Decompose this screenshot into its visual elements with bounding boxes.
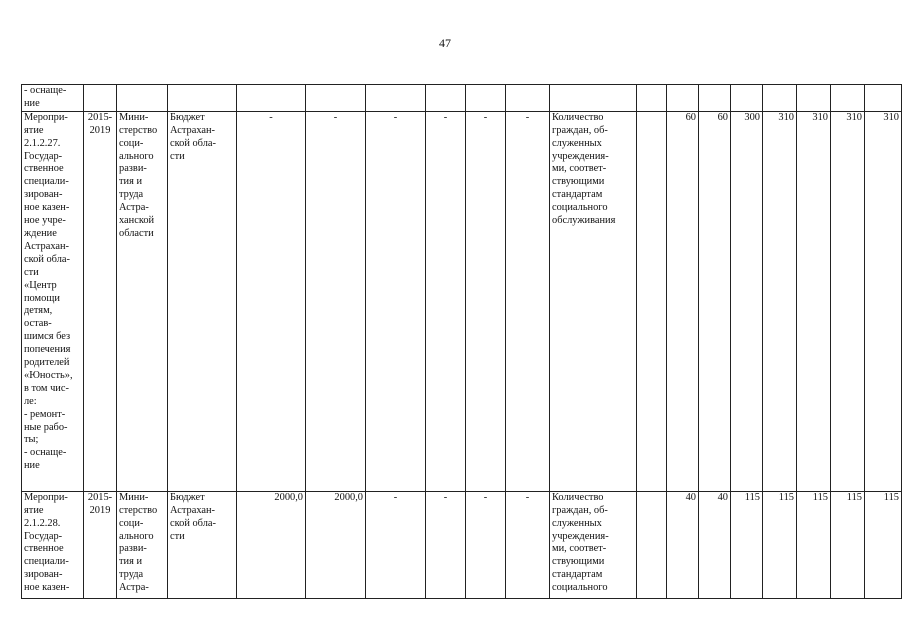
finance-2019-cell: - [506,111,550,491]
table-row [22,111,902,491]
target-cell [667,85,699,112]
finance-2016-cell: - [366,111,426,491]
indicator-cell [550,85,637,112]
target-cell: 115 [763,491,797,598]
finance-2019-cell: - [506,491,550,598]
funding-source-cell: Бюджет Астрахан- ской обла- сти [168,111,237,491]
target-cell [797,85,831,112]
activity-name-cell: Меропри- ятие 2.1.2.27. Государ- ственное специали- зирован- ное казен- ное учре- ждение Астрахан- ской обла- сти «Центр помощи детям, остав- шимся без попечения родителей «Юность», в том чис- ле: - ремонт- ные рабо- ты; - оснаще- ние [22,111,84,491]
target-cell: 115 [797,491,831,598]
target-cell: 115 [865,491,902,598]
finance-2015-cell: 2000,0 [306,491,366,598]
target-cell: 60 [699,111,731,491]
table-row [22,491,902,598]
target-cell: 40 [699,491,731,598]
target-cell: 310 [831,111,865,491]
target-cell [699,85,731,112]
executor-cell: Мини- стерство соци- ального разви- тия и труда Астра- [117,491,168,598]
finance-total-cell: 2000,0 [237,491,306,598]
target-cell: 310 [763,111,797,491]
finance-2019-cell [506,85,550,112]
finance-total-cell [237,85,306,112]
base-value-cell [637,491,667,598]
funding-source-cell: Бюджет Астрахан- ской обла- сти [168,491,237,598]
finance-2015-cell: - [306,111,366,491]
finance-2018-cell [466,85,506,112]
finance-2016-cell: - [366,491,426,598]
target-cell: 310 [865,111,902,491]
finance-2017-cell: - [426,491,466,598]
finance-2017-cell: - [426,111,466,491]
base-value-cell [637,85,667,112]
target-cell: 40 [667,491,699,598]
page-number: 47 [439,36,451,50]
finance-2015-cell [306,85,366,112]
target-cell [865,85,902,112]
activity-name-cell: - оснаще- ние [22,85,84,112]
target-cell: 115 [731,491,763,598]
finance-total-cell: - [237,111,306,491]
years-cell: 2015- 2019 [84,111,117,491]
target-cell [831,85,865,112]
target-cell [731,85,763,112]
executor-cell [117,85,168,112]
years-cell [84,85,117,112]
indicator-cell: Количество граждан, об- служенных учреждения- ми, соответ- ствующими стандартам социального обслуживания [550,111,637,491]
executor-cell: Мини- стерство соци- ального разви- тия и труда Астра- ханской области [117,111,168,491]
finance-2017-cell [426,85,466,112]
program-activities-table [21,84,902,599]
finance-2018-cell: - [466,111,506,491]
years-cell: 2015- 2019 [84,491,117,598]
indicator-cell: Количество граждан, об- служенных учреждения- ми, соответ- ствующими стандартам социального [550,491,637,598]
target-cell [763,85,797,112]
target-cell: 300 [731,111,763,491]
base-value-cell [637,111,667,491]
target-cell: 310 [797,111,831,491]
target-cell: 60 [667,111,699,491]
activity-name-cell: Меропри- ятие 2.1.2.28. Государ- ственное специали- зирован- ное казен- [22,491,84,598]
finance-2018-cell: - [466,491,506,598]
target-cell: 115 [831,491,865,598]
table-row [22,85,902,112]
funding-source-cell [168,85,237,112]
finance-2016-cell [366,85,426,112]
